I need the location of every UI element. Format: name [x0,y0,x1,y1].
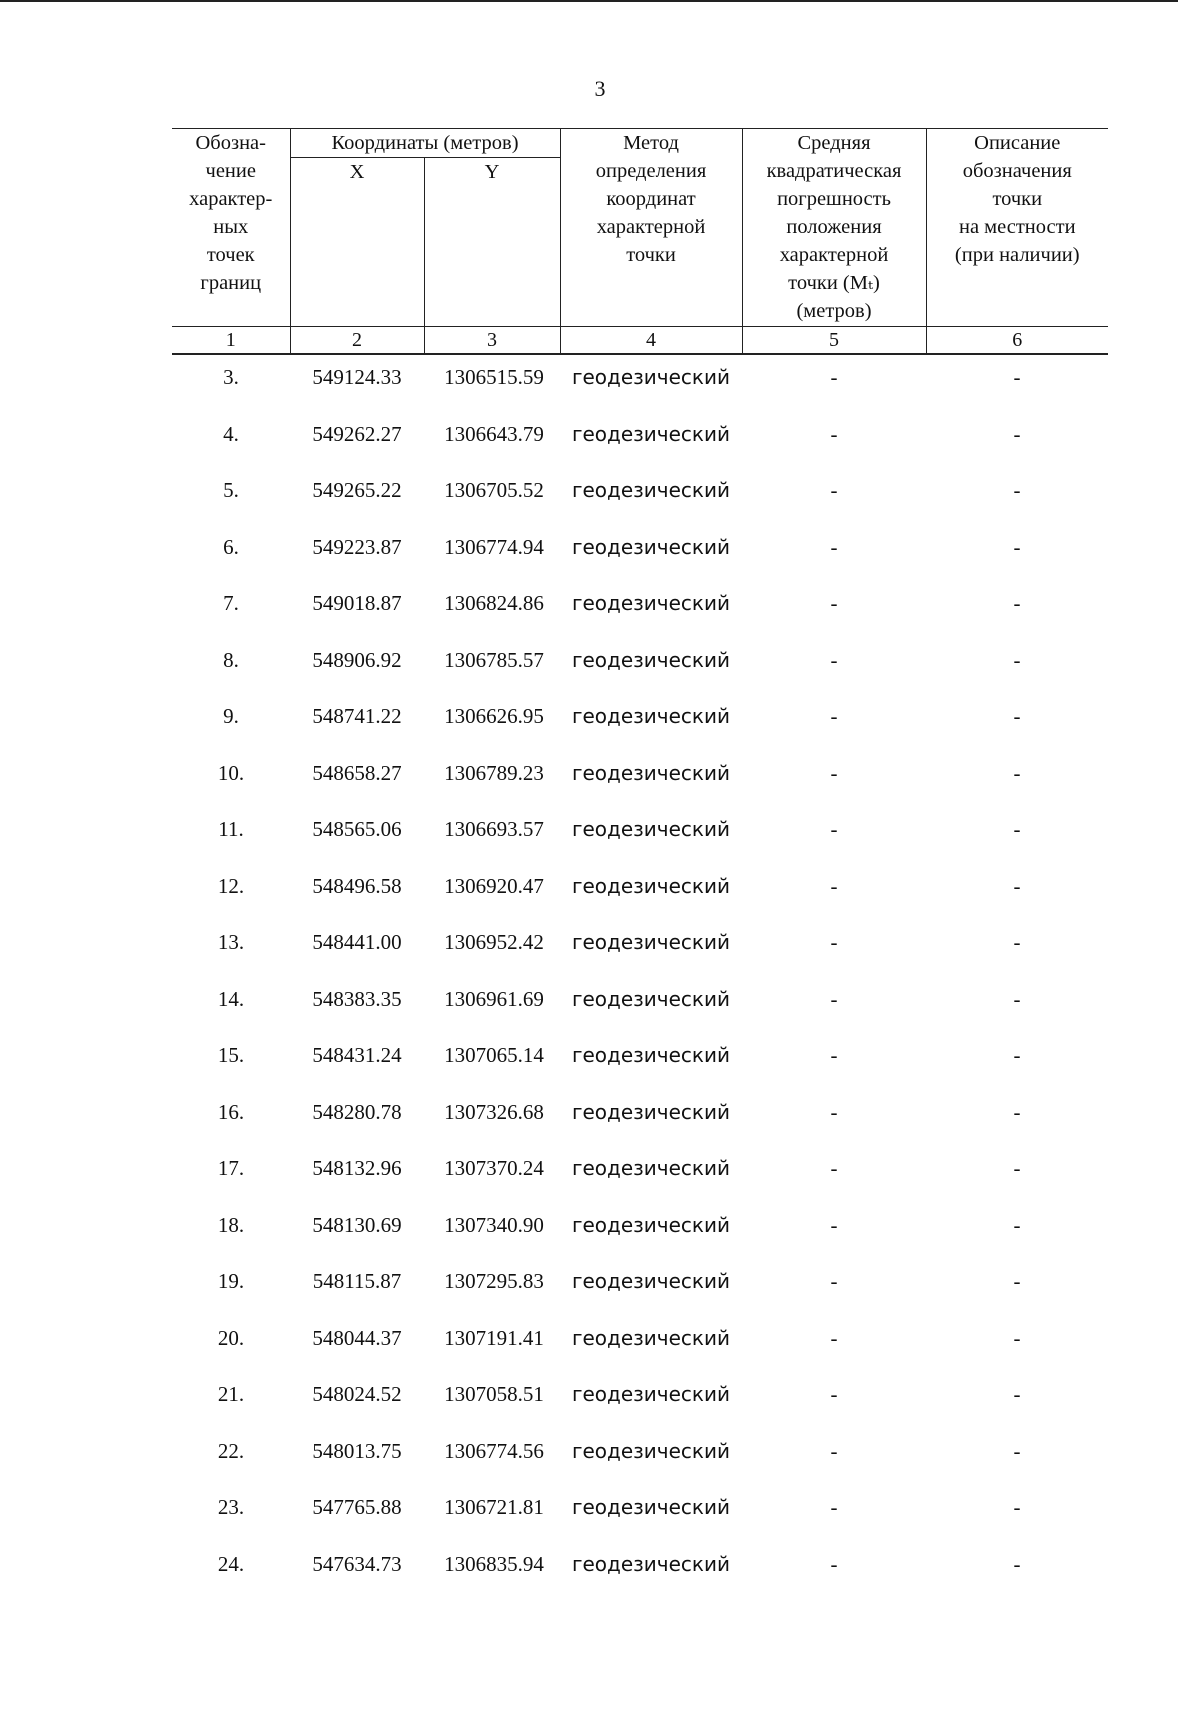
coord-x: 548658.27 [312,760,402,785]
description-cell: - [1013,1212,1021,1237]
table-row [172,920,1108,977]
method-cell: геодезический [571,421,730,446]
column-number: 2 [290,327,424,355]
coord-y: 1307058.51 [444,1382,544,1406]
column-number: 1 [172,327,290,355]
method-cell: геодезический [571,534,730,559]
coord-y: 1306643.79 [444,421,544,446]
column-number: 3 [424,327,560,355]
top-border-line [0,0,1178,2]
coord-x: 548496.58 [312,873,402,898]
column-number: 6 [926,327,1108,355]
error-cell: - [830,986,838,1011]
method-cell: геодезический [571,365,730,389]
method-cell: геодезический [571,1495,730,1519]
point-number: 10. [217,760,245,785]
coord-x: 549265.22 [312,478,402,502]
coord-x: 549124.33 [312,365,402,389]
method-cell: геодезический [571,478,730,502]
table-row [172,1429,1108,1486]
coord-y: 1307340.90 [444,1212,544,1237]
coord-y: 1306835.94 [444,1551,544,1576]
description-cell: - [1013,478,1021,502]
coord-y: 1307295.83 [444,1269,544,1293]
coord-x: 548115.87 [312,1269,402,1293]
table-row [172,694,1108,751]
coord-x: 548565.06 [312,817,402,841]
description-cell: - [1013,1325,1021,1350]
description-cell: - [1013,930,1021,954]
table-row [172,864,1108,921]
error-cell: - [830,1551,838,1576]
coord-y: 1307065.14 [444,1043,544,1067]
table-row [172,1372,1108,1429]
error-cell: - [830,1099,838,1124]
header-x: X [290,158,424,327]
error-cell: - [830,1269,838,1293]
method-cell: геодезический [571,873,730,898]
error-cell: - [830,591,838,615]
header-col6: Описание обозначения точки на местности (при наличии) [926,129,1108,327]
coord-y: 1306789.23 [444,760,544,785]
coord-y: 1306693.57 [444,817,544,841]
coord-x: 548132.96 [312,1156,402,1180]
description-cell: - [1013,591,1021,615]
coord-x: 548431.24 [312,1043,402,1067]
point-number: 13. [217,930,245,954]
table-header [172,128,1108,355]
error-cell: - [830,1156,838,1180]
error-cell: - [830,873,838,898]
coord-y: 1306961.69 [444,986,544,1011]
table-row [172,977,1108,1034]
description-cell: - [1013,1043,1021,1067]
description-cell: - [1013,421,1021,446]
coord-y: 1306774.56 [444,1438,544,1463]
table-row [172,1259,1108,1316]
method-cell: геодезический [571,1551,730,1576]
table-row [172,355,1108,412]
page-number: 3 [594,76,606,101]
point-number: 24. [217,1551,245,1576]
point-number: 9. [223,704,239,728]
point-number: 19. [217,1269,245,1293]
coord-x: 548280.78 [312,1099,402,1124]
method-cell: геодезический [571,1212,730,1237]
coord-x: 548044.37 [312,1325,402,1350]
coord-x: 549018.87 [312,591,402,615]
coord-y: 1306952.42 [444,930,544,954]
description-cell: - [1013,1438,1021,1463]
point-number: 16. [217,1099,245,1124]
coord-y: 1306626.95 [444,704,544,728]
error-cell: - [830,704,838,728]
method-cell: геодезический [571,1382,730,1406]
coord-y: 1306515.59 [444,365,544,389]
method-cell: геодезический [571,1099,730,1124]
error-cell: - [830,1325,838,1350]
method-cell: геодезический [571,647,730,672]
coord-x: 548013.75 [312,1438,402,1463]
point-number: 4. [223,421,239,446]
error-cell: - [830,760,838,785]
error-cell: - [830,930,838,954]
table-row [172,412,1108,469]
error-cell: - [830,365,838,389]
error-cell: - [830,647,838,672]
description-cell: - [1013,817,1021,841]
point-number: 11. [218,817,244,841]
point-number: 3. [223,365,239,389]
description-cell: - [1013,873,1021,898]
method-cell: геодезический [571,591,730,615]
header-y: Y [424,158,560,327]
point-number: 7. [223,591,239,615]
error-cell: - [830,421,838,446]
description-cell: - [1013,986,1021,1011]
coord-x: 549223.87 [312,534,402,559]
table-row [172,581,1108,638]
coord-y: 1306824.86 [444,591,544,615]
method-cell: геодезический [571,1269,730,1293]
method-cell: геодезический [571,1043,730,1067]
table-row [172,1033,1108,1090]
coord-x: 548441.00 [312,930,402,954]
boundary-points-table [172,128,1108,1598]
coord-y: 1307191.41 [444,1325,544,1350]
table-row [172,1146,1108,1203]
point-number: 23. [217,1495,245,1519]
method-cell: геодезический [571,1438,730,1463]
description-cell: - [1013,704,1021,728]
table-row [172,751,1108,808]
point-number: 6. [223,534,239,559]
table-row [172,1316,1108,1373]
table-row [172,638,1108,695]
description-cell: - [1013,534,1021,559]
point-number: 17. [217,1156,245,1180]
coord-x: 548024.52 [312,1382,402,1406]
method-cell: геодезический [571,704,730,728]
header-col1: Обозна- чение характер- ных точек границ [172,129,290,327]
header-col5: Средняя квадратическая погрешность положения характерной точки (Mₜ) (метров) [742,129,926,327]
description-cell: - [1013,760,1021,785]
description-cell: - [1013,647,1021,672]
column-number-row [172,327,1108,355]
coord-y: 1306774.94 [444,534,544,559]
coord-y: 1306705.52 [444,478,544,502]
coord-x: 548383.35 [312,986,402,1011]
coord-x: 548741.22 [312,704,402,728]
coord-y: 1307326.68 [444,1099,544,1124]
table-body [172,355,1108,1598]
description-cell: - [1013,1495,1021,1519]
table-row [172,807,1108,864]
description-cell: - [1013,1099,1021,1124]
column-number: 5 [742,327,926,355]
coord-y: 1306920.47 [444,873,544,898]
description-cell: - [1013,1269,1021,1293]
method-cell: геодезический [571,986,730,1011]
coord-x: 548906.92 [312,647,402,672]
coord-y: 1306721.81 [444,1495,544,1519]
coord-x: 548130.69 [312,1212,402,1237]
error-cell: - [830,1043,838,1067]
description-cell: - [1013,365,1021,389]
error-cell: - [830,1438,838,1463]
table-row [172,1203,1108,1260]
description-cell: - [1013,1156,1021,1180]
header-col4: Метод определения координат характерной точки [560,129,742,327]
point-number: 21. [217,1382,245,1406]
column-number: 4 [560,327,742,355]
description-cell: - [1013,1551,1021,1576]
error-cell: - [830,534,838,559]
table-row [172,1542,1108,1599]
point-number: 20. [217,1325,245,1350]
method-cell: геодезический [571,1156,730,1180]
coord-x: 547765.88 [312,1495,402,1519]
table-row [172,1485,1108,1542]
error-cell: - [830,1382,838,1406]
error-cell: - [830,1495,838,1519]
method-cell: геодезический [571,760,730,785]
coord-x: 547634.73 [312,1551,402,1576]
header-coordinates-group: Координаты (метров) [290,129,560,158]
error-cell: - [830,478,838,502]
coord-x: 549262.27 [312,421,402,446]
point-number: 22. [217,1438,245,1463]
method-cell: геодезический [571,1325,730,1350]
point-number: 8. [223,647,239,672]
table-row [172,468,1108,525]
point-number: 15. [217,1043,245,1067]
point-number: 12. [217,873,245,898]
table-row [172,525,1108,582]
point-number: 14. [217,986,245,1011]
table-row [172,1090,1108,1147]
error-cell: - [830,1212,838,1237]
point-number: 18. [217,1212,245,1237]
point-number: 5. [223,478,239,502]
method-cell: геодезический [571,930,730,954]
coord-y: 1307370.24 [444,1156,544,1180]
description-cell: - [1013,1382,1021,1406]
coord-y: 1306785.57 [444,647,544,672]
method-cell: геодезический [571,817,730,841]
error-cell: - [830,817,838,841]
